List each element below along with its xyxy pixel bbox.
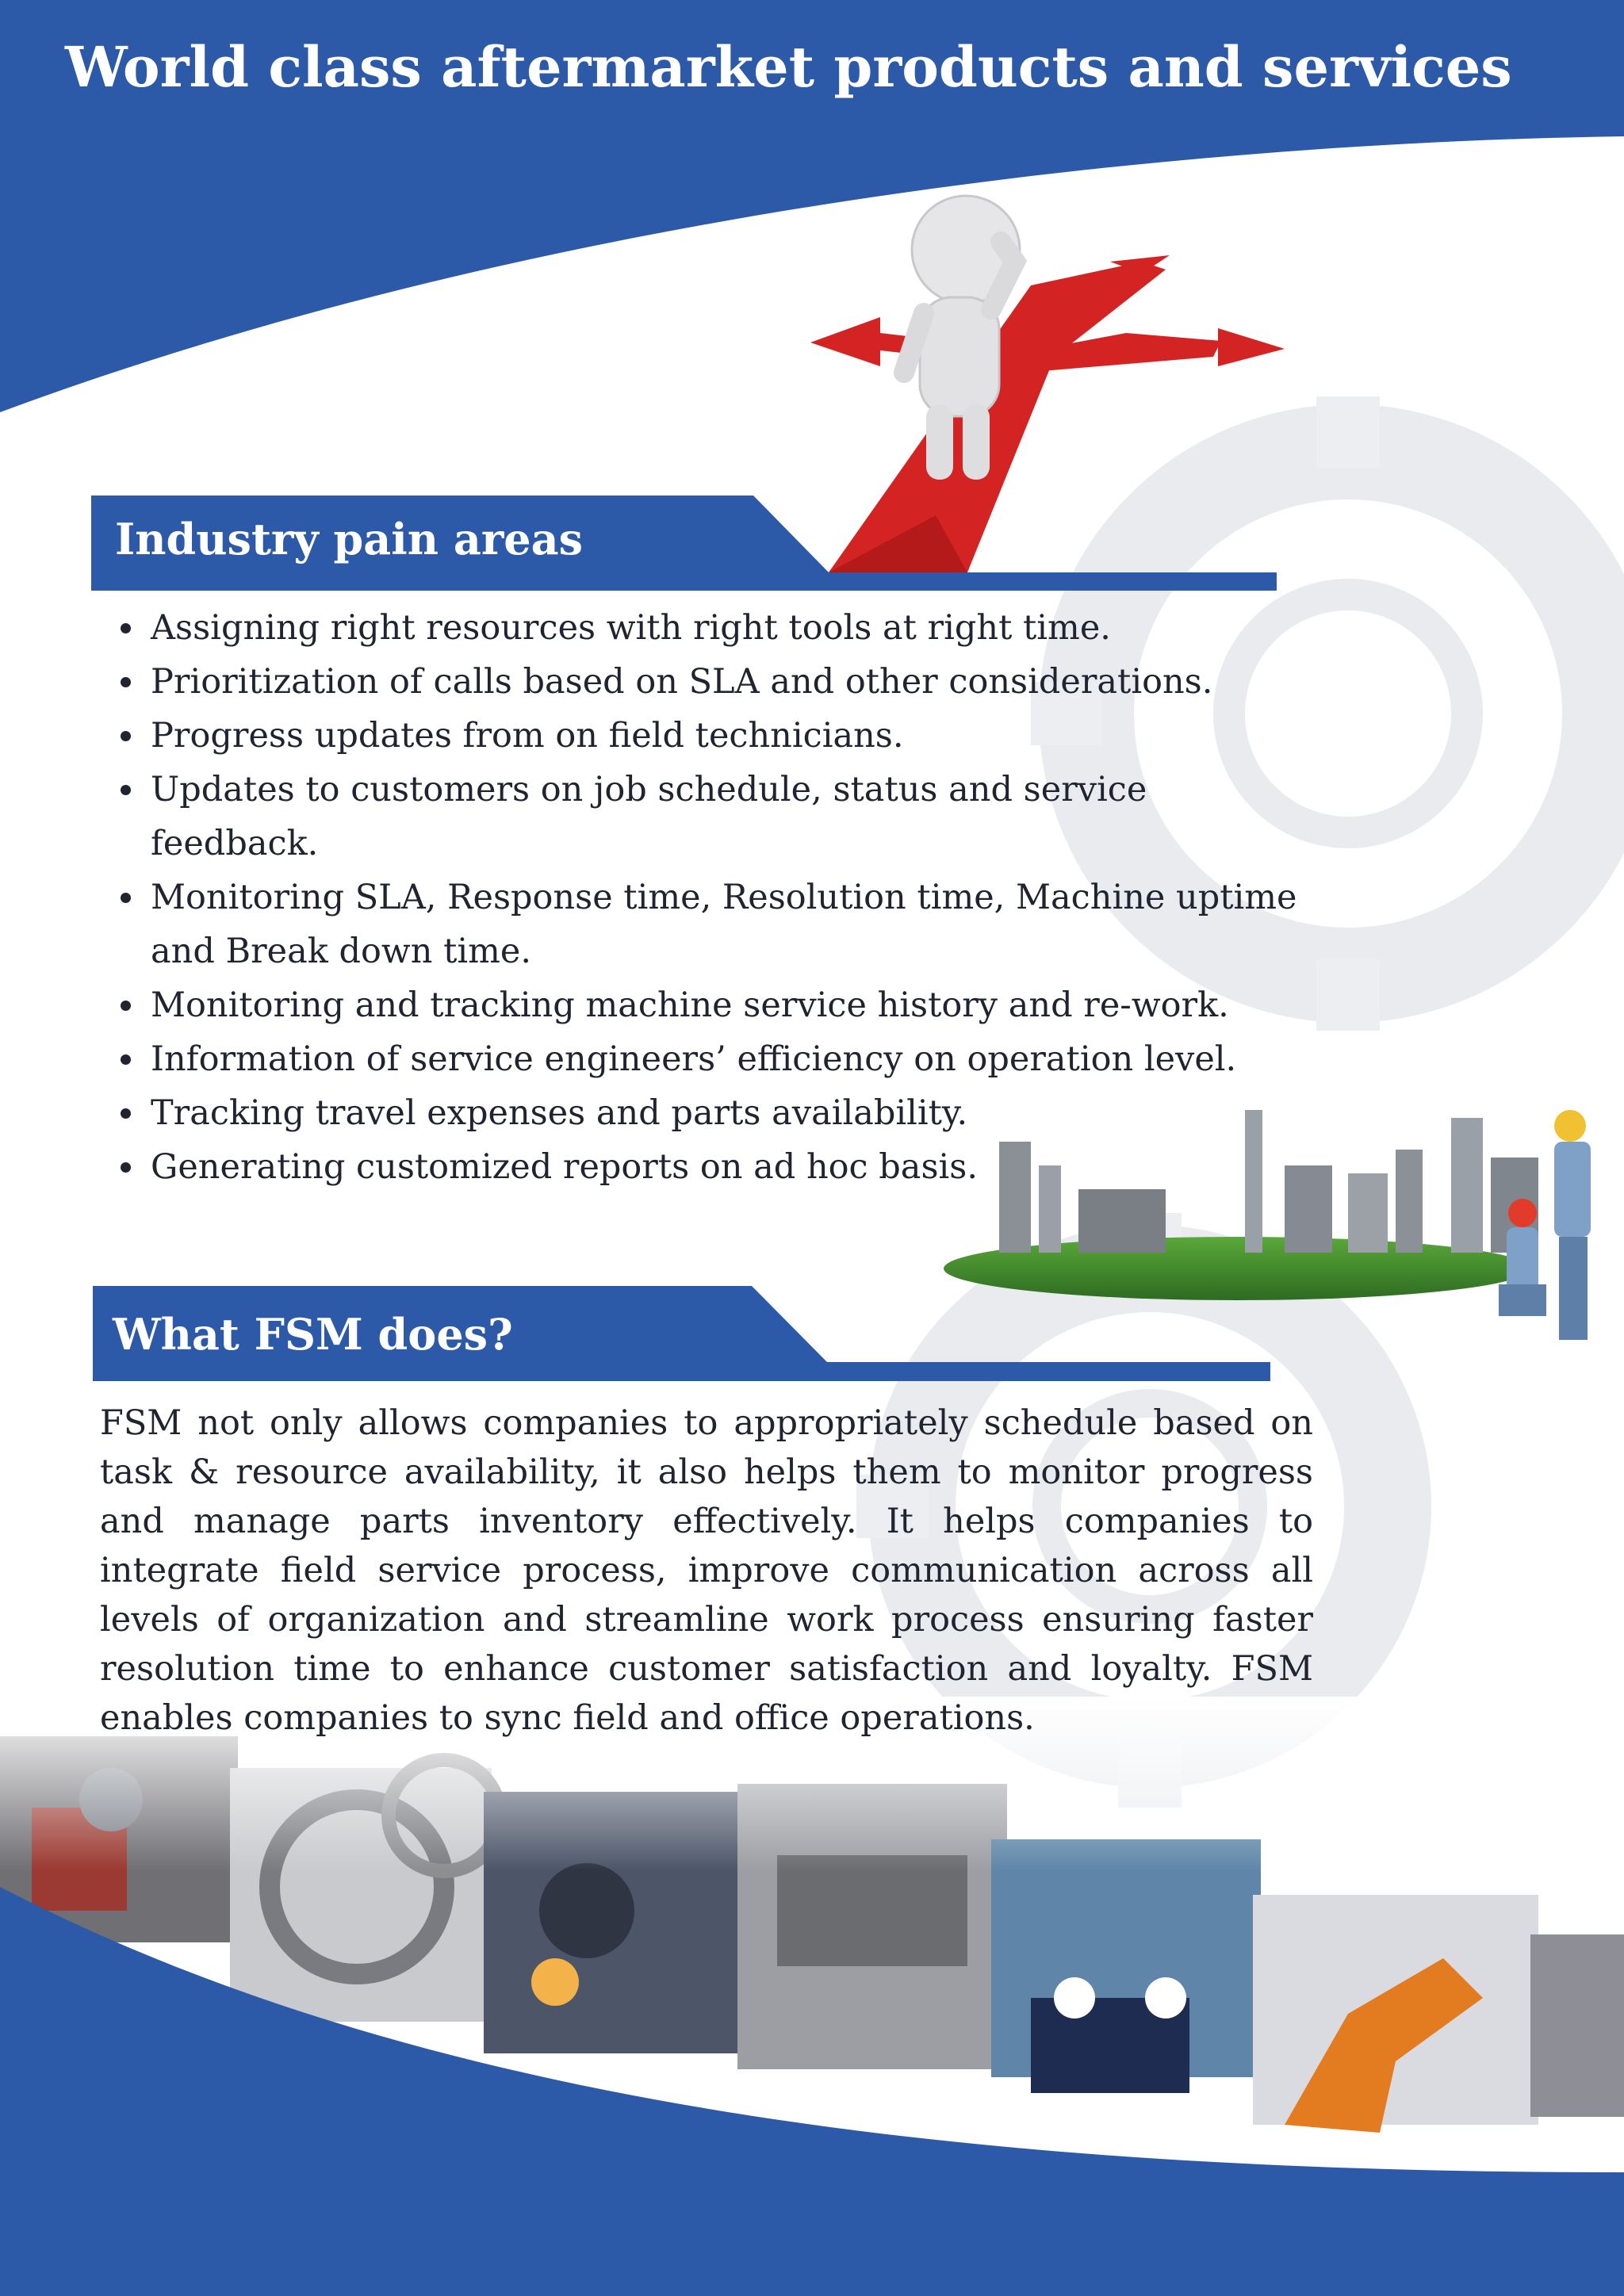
list-item: Prioritization of calls based on SLA and other considerations. xyxy=(151,655,1364,709)
list-item: Tracking travel expenses and parts availability. xyxy=(151,1086,1364,1140)
pain-areas-heading: Industry pain areas xyxy=(115,514,584,564)
list-item: Assigning right resources with right tools at right time. xyxy=(151,601,1364,655)
fsm-description: FSM not only allows companies to appropriately schedule based on task & resource availability, it also helps them to monitor progress and manage parts inventory effectively. It helps companies to integrate field service process, improve communication across all levels of organization and streamline work process ensuring faster resolution time to enhance customer satisfaction and loyalty. FSM enables companies to sync field and office operations. xyxy=(100,1403,1313,1738)
fsm-heading: What FSM does? xyxy=(113,1309,513,1360)
list-item: Monitoring SLA, Response time, Resolution time, Machine uptime and Break down time. xyxy=(151,871,1364,978)
list-item: Monitoring and tracking machine service history and re-work. xyxy=(151,978,1364,1032)
list-item: Information of service engineers’ efficiency on operation level. xyxy=(151,1032,1364,1086)
list-item: Generating customized reports on ad hoc basis. xyxy=(151,1140,1364,1194)
page-title: World class aftermarket products and services xyxy=(65,34,1512,100)
list-item: Progress updates from on field technicians. xyxy=(151,709,1364,763)
pain-areas-list xyxy=(113,601,1364,1194)
list-item: Updates to customers on job schedule, status and service feedback. xyxy=(151,763,1158,871)
